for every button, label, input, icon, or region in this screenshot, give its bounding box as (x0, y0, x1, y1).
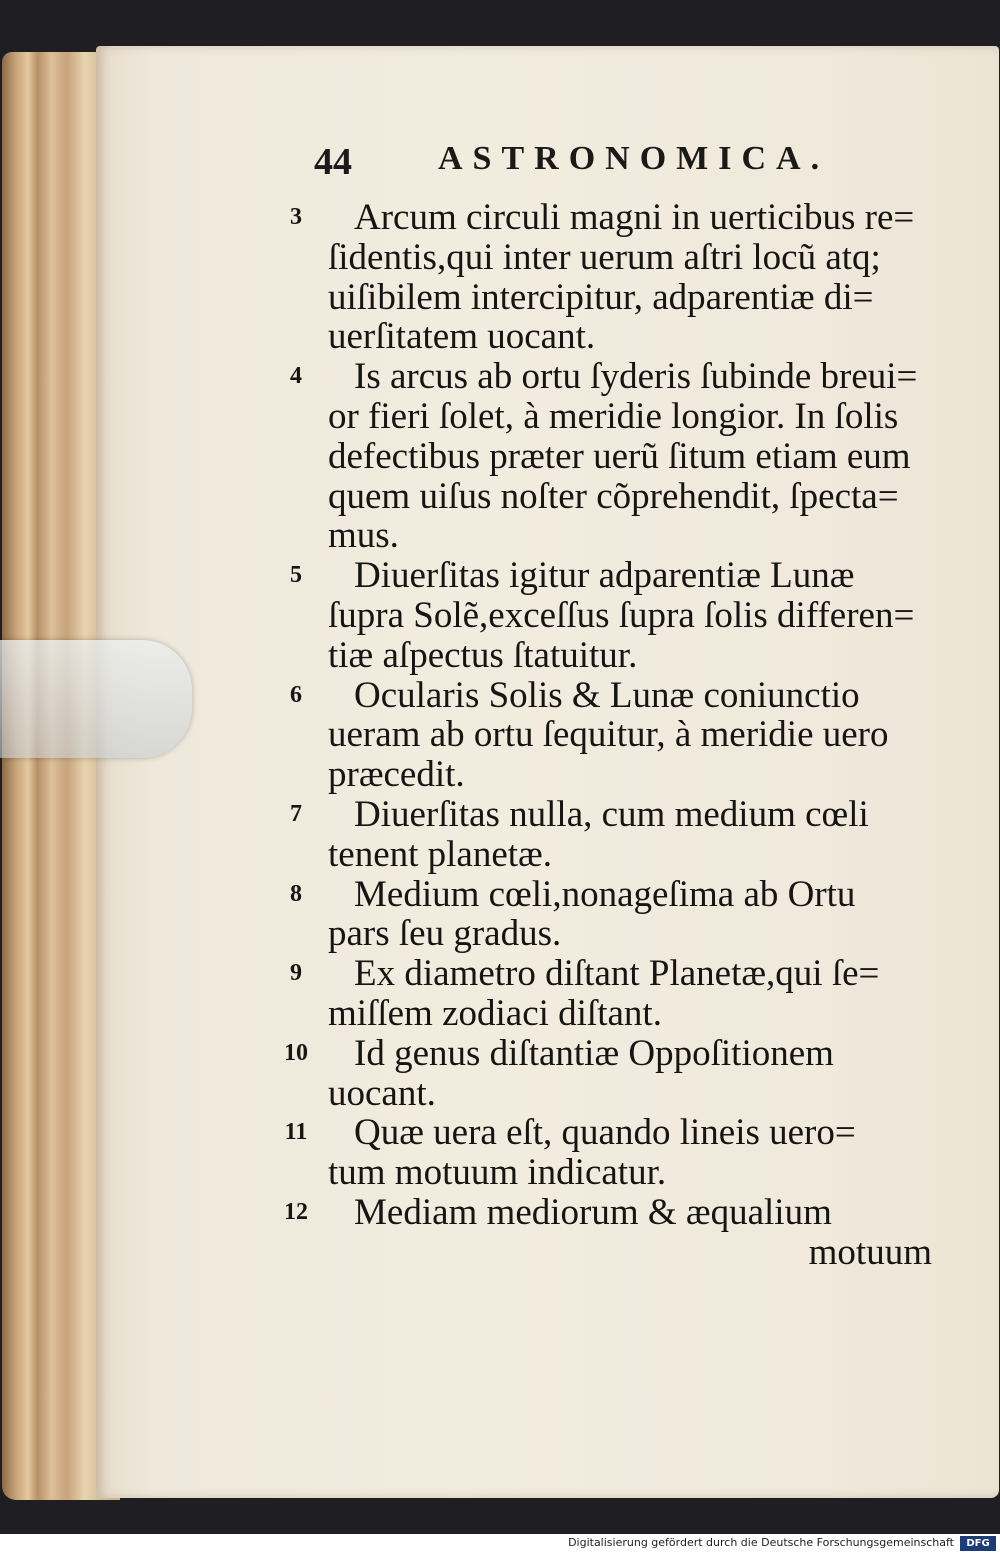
text-line: uerſitatem uocant. (328, 316, 596, 358)
paragraph (280, 556, 940, 675)
text-line: Diuerſitas igitur adparentiæ Lunæ (354, 555, 855, 597)
text-line: pars ſeu gradus. (328, 913, 562, 955)
text-line: Is arcus ab ortu ſyderis ſubinde breui= (354, 356, 918, 398)
paragraph-number: 12 (284, 1198, 308, 1225)
paragraph (280, 795, 940, 875)
text-line: Ex diametro diſtant Planetæ,qui ſe= (354, 953, 880, 995)
text-line: Diuerſitas nulla, cum medium cœli (354, 793, 869, 835)
text-line: tum motuum indicatur. (328, 1152, 667, 1194)
text-line: tiæ aſpectus ſtatuitur. (328, 634, 638, 676)
paragraph-number: 5 (290, 562, 302, 589)
text-line: ſupra Solẽ,exceſſus ſupra ſolis differen= (328, 594, 915, 636)
text-line: defectibus præter uerũ ſitum etiam eum (328, 435, 911, 477)
running-head (300, 140, 860, 190)
paragraph (280, 198, 940, 357)
page-clip (0, 640, 192, 758)
text-line: uocant. (328, 1072, 436, 1114)
paragraph-number: 3 (290, 204, 302, 230)
paragraph (280, 357, 940, 556)
paragraph (280, 875, 940, 955)
text-line: Medium cœli,nonageſima ab Ortu (354, 873, 856, 915)
paragraph-number: 8 (290, 880, 302, 907)
paragraph-number: 11 (284, 1119, 308, 1146)
text-line: ſidentis,qui inter uerum aſtri locũ atq; (328, 236, 881, 278)
text-line: uiſibilem intercipitur, adparentiæ di= (328, 276, 874, 318)
paragraph-number: 6 (290, 681, 302, 708)
dfg-logo: DFG (960, 1536, 996, 1551)
page-number: 44 (314, 141, 352, 183)
text-line: mus. (328, 515, 399, 557)
text-line: Ocularis Solis & Lunæ coniunctio (354, 674, 860, 716)
funding-credit: Digitalisierung gefördert durch die Deutsche Forschungsgemeinschaft (568, 1536, 954, 1549)
text-line: or fieri ſolet, à meridie longior. In ſolis (328, 395, 899, 437)
footer-bar (0, 1534, 1000, 1554)
running-title: ASTRONOMICA. (438, 140, 830, 177)
paragraph (280, 1113, 940, 1193)
text-block (280, 198, 940, 1273)
text-line: tenent planetæ. (328, 833, 552, 875)
text-line: præcedit. (328, 754, 465, 796)
paragraph (280, 1193, 940, 1233)
text-line: ueram ab ortu ſequitur, à meridie uero (328, 714, 889, 756)
text-line: Arcum circuli magni in uerticibus re= (354, 197, 915, 238)
text-line: Quæ uera eſt, quando lineis uero= (354, 1112, 856, 1154)
paragraph-number: 10 (284, 1039, 308, 1066)
paragraph-number: 9 (290, 960, 302, 987)
paragraph-number: 7 (290, 800, 302, 827)
paragraph (280, 1034, 940, 1114)
text-line: miſſem zodiaci diſtant. (328, 992, 662, 1034)
text-line: Id genus diſtantiæ Oppoſitionem (354, 1032, 834, 1074)
paragraph-number: 4 (290, 363, 302, 390)
text-line: quem uiſus noſter cõprehendit, ſpecta= (328, 475, 899, 517)
paragraph (280, 676, 940, 795)
paragraph (280, 954, 940, 1034)
catchword: motuum (808, 1231, 932, 1273)
text-line: Mediam mediorum & æqualium (354, 1191, 832, 1233)
